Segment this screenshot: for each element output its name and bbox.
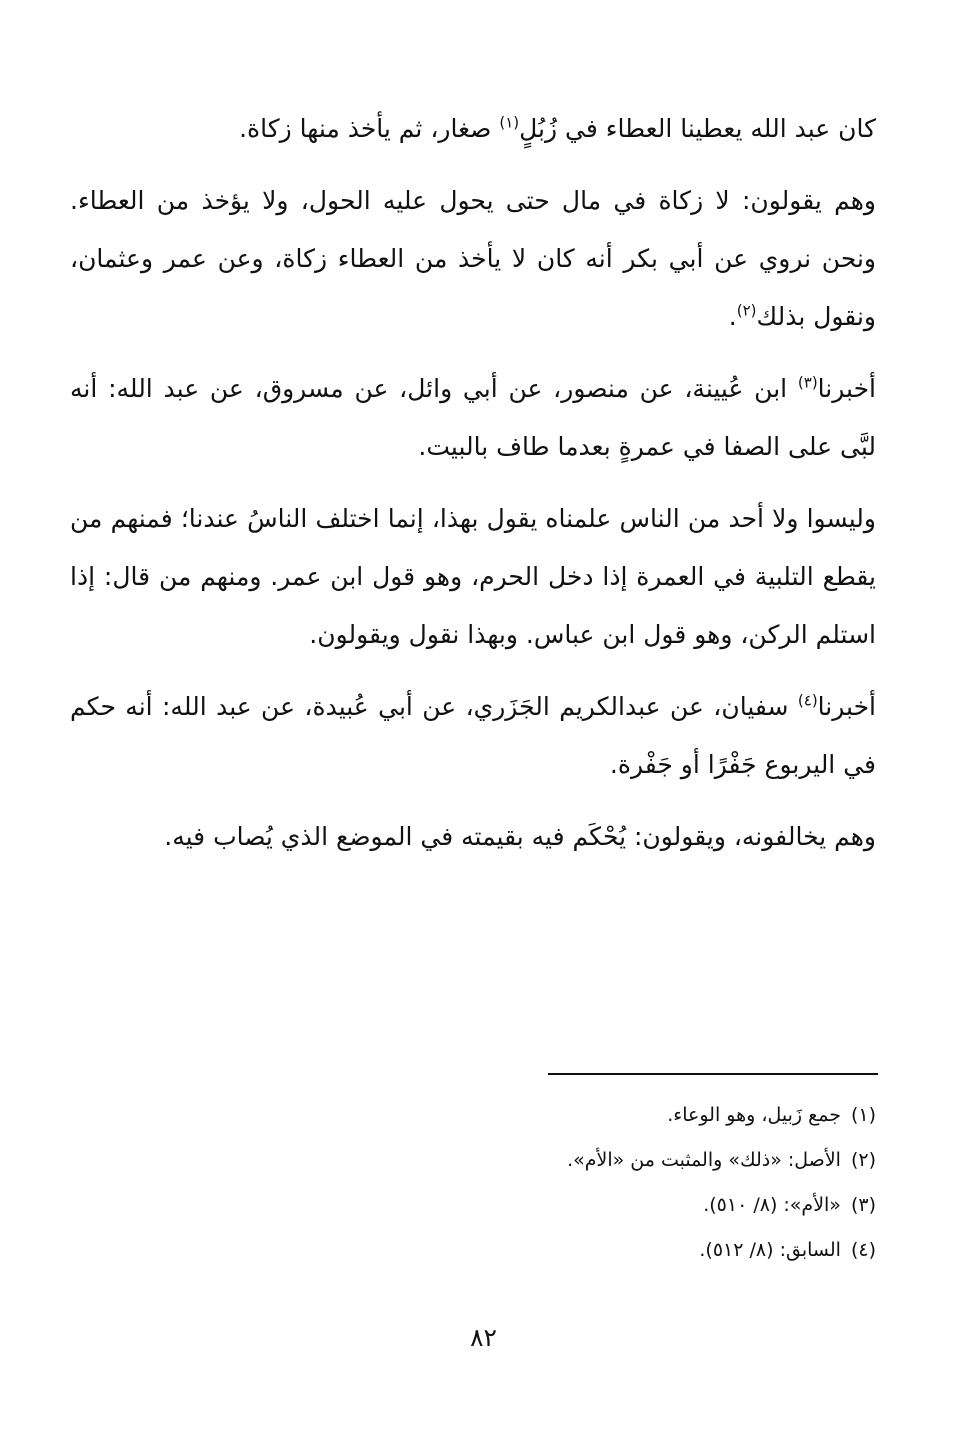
paragraph-6 (70, 808, 876, 866)
paragraph-2 (70, 172, 876, 346)
paragraph-text: سفيان، عن عبدالكريم الجَزَري، عن أبي عُبيدة، عن عبد الله: أنه حكم في اليربوع جَفْرًا أو جَفْرة. (70, 692, 876, 779)
main-text (70, 100, 876, 880)
page-number: ٨٢ (470, 1323, 497, 1352)
paragraph-4 (70, 490, 876, 664)
footnote-1 (70, 1093, 876, 1138)
paragraph-3 (70, 360, 876, 476)
footnote-number: (٢) (850, 1149, 876, 1171)
footnote-text: الأصل: «ذلك» والمثبت من «الأم». (567, 1149, 841, 1171)
footnote-3 (70, 1183, 876, 1228)
paragraph-1 (70, 100, 876, 158)
paragraph-5 (70, 678, 876, 794)
footnote-ref-1: (١) (499, 113, 520, 132)
paragraph-text: صغار، ثم يأخذ منها زكاة. (239, 114, 500, 143)
footnote-number: (٣) (850, 1194, 876, 1216)
paragraph-text: كان عبد الله يعطينا العطاء في زُبُلٍ (519, 114, 876, 143)
paragraph-text: وهم يقولون: لا زكاة في مال حتى يحول عليه الحول، ولا يؤخذ من العطاء. ونحن نروي عن أبي بكر أنه كان لا يأخذ من العطاء زكاة، وعن عمر وعثمان، ونقول بذلك (70, 186, 876, 331)
paragraph-text: ابن عُيينة، عن منصور، عن أبي وائل، عن مسروق، عن عبد الله: أنه لبَّى على الصفا في عمرةٍ بعدما طاف بالبيت. (70, 374, 876, 461)
footnote-4 (70, 1228, 876, 1273)
footnote-2 (70, 1138, 876, 1183)
footnotes (70, 1093, 876, 1273)
paragraph-text: وليسوا ولا أحد من الناس علمناه يقول بهذا، إنما اختلف الناسُ عندنا؛ فمنهم من يقطع التلبية في العمرة إذا دخل الحرم، وهو قول ابن عمر. ومنهم من قال: إذا استلم الركن، وهو قول ابن عباس. وبهذا نقول ويقولون. (70, 504, 876, 649)
footnote-ref-2: (٢) (736, 301, 757, 320)
paragraph-text: أخبرنا (817, 374, 876, 403)
footnote-text: «الأم»: (٨/ ٥١٠). (703, 1194, 841, 1216)
footnote-number: (٤) (850, 1239, 876, 1261)
paragraph-text: أخبرنا (817, 692, 876, 721)
footnote-separator (548, 1073, 878, 1075)
footnote-ref-4: (٤) (797, 691, 818, 710)
footnote-ref-3: (٣) (797, 373, 818, 392)
paragraph-text: وهم يخالفونه، ويقولون: يُحْكَم فيه بقيمته في الموضع الذي يُصاب فيه. (164, 822, 876, 851)
paragraph-text: . (728, 302, 737, 331)
footnote-text: جمع زَبيل، وهو الوعاء. (667, 1104, 841, 1126)
footnote-text: السابق: (٨/ ٥١٢). (699, 1239, 841, 1261)
footnote-number: (١) (850, 1104, 876, 1126)
